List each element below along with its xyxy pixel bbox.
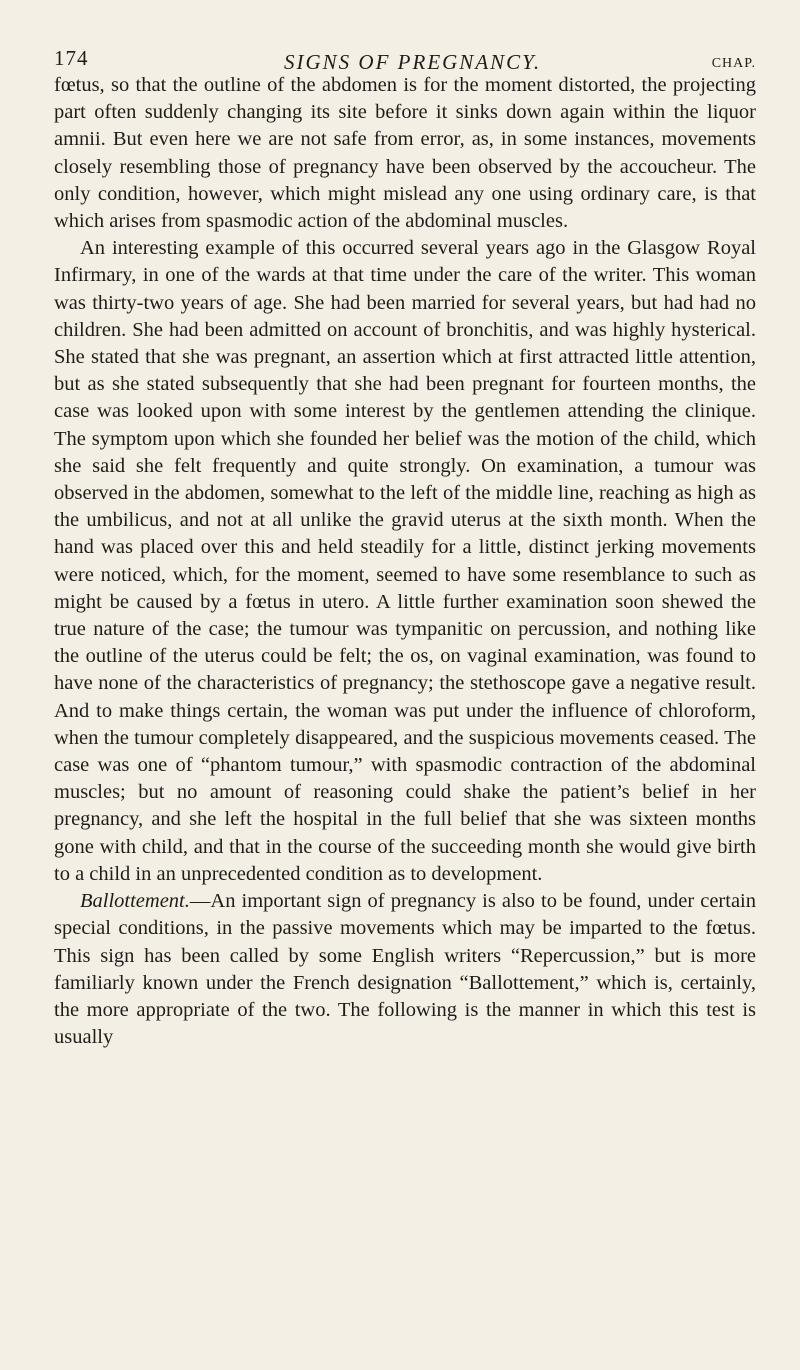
- ballottement-heading: Ballottement.: [80, 890, 190, 913]
- paragraph-phantom-tumour-case: An interesting example of this occurred several years ago in the Glasgow Royal Infirmary, in one of the wards at that time under the care of the writer. This woman was thirty-two years of age. She had been married for several years, but had had no children. She had been admitted on account of bronchitis, and was highly hysterical. She stated that she was pregnant, an assertion which at first attracted little attention, but as she stated subsequently that she had been pregnant for fourteen months, the case was looked upon with some interest by the gentlemen attending the clinique. The symptom upon which she founded her belief was the motion of the child, which she said she felt frequently and quite strongly. On examination, a tumour was observed in the abdomen, somewhat to the left of the middle line, reaching as high as the umbilicus, and not at all unlike the gravid uterus at the sixth month. When the hand was placed over this and held steadily for a little, distinct jerking movements were noticed, which, for the moment, seemed to have some resemblance to such as might be caused by a fœtus in utero. A little further examination soon shewed the true nature of the case; the tumour was tympanitic on percussion, and nothing like the outline of the uterus could be felt; the os, on vaginal examination, was found to have none of the characteristics of pregnancy; the stethoscope gave a negative result. And to make things certain, the woman was put under the influence of chloroform, when the tumour completely disappeared, and the suspicious movements ceased. The case was one of “phantom tumour,” with spasmodic contraction of the abdominal muscles; but no amount of reasoning could shake the patient’s belief in her pregnancy, and she left the hospital in the full belief that she was sixteen months gone with child, and that in the course of the succeeding month she would give birth to a child in an unprecedented condition as to development.: [54, 237, 756, 885]
- ballottement-text: —An important sign of pregnancy is also to be found, under certain special conditions, in the passive movements which may be imparted to the fœtus. This sign has been called by some English writers “Repercussion,” but is more familiarly known under the French designation “Ballottement,” which is, certainly, the more appropriate of the two. The following is the manner in which this test is usually: [54, 890, 756, 1049]
- running-title: SIGNS OF PREGNANCY.: [284, 50, 542, 74]
- chapter-mark: CHAP.: [711, 56, 756, 71]
- body-text: [54, 72, 756, 1051]
- running-head: [54, 40, 756, 80]
- paragraph-continuation: fœtus, so that the outline of the abdomen is for the moment distorted, the projecting part often suddenly changing its site before it sinks down again within the liquor amnii. But even here we are not safe from error, as, in some instances, movements closely resembling those of pregnancy have been observed by the accoucheur. The only condition, however, which might mislead any one using ordinary care, is that which arises from spasmodic action of the abdominal muscles.: [54, 74, 756, 233]
- paragraph-ballottement: [54, 888, 756, 1051]
- page-number: 174: [54, 46, 89, 70]
